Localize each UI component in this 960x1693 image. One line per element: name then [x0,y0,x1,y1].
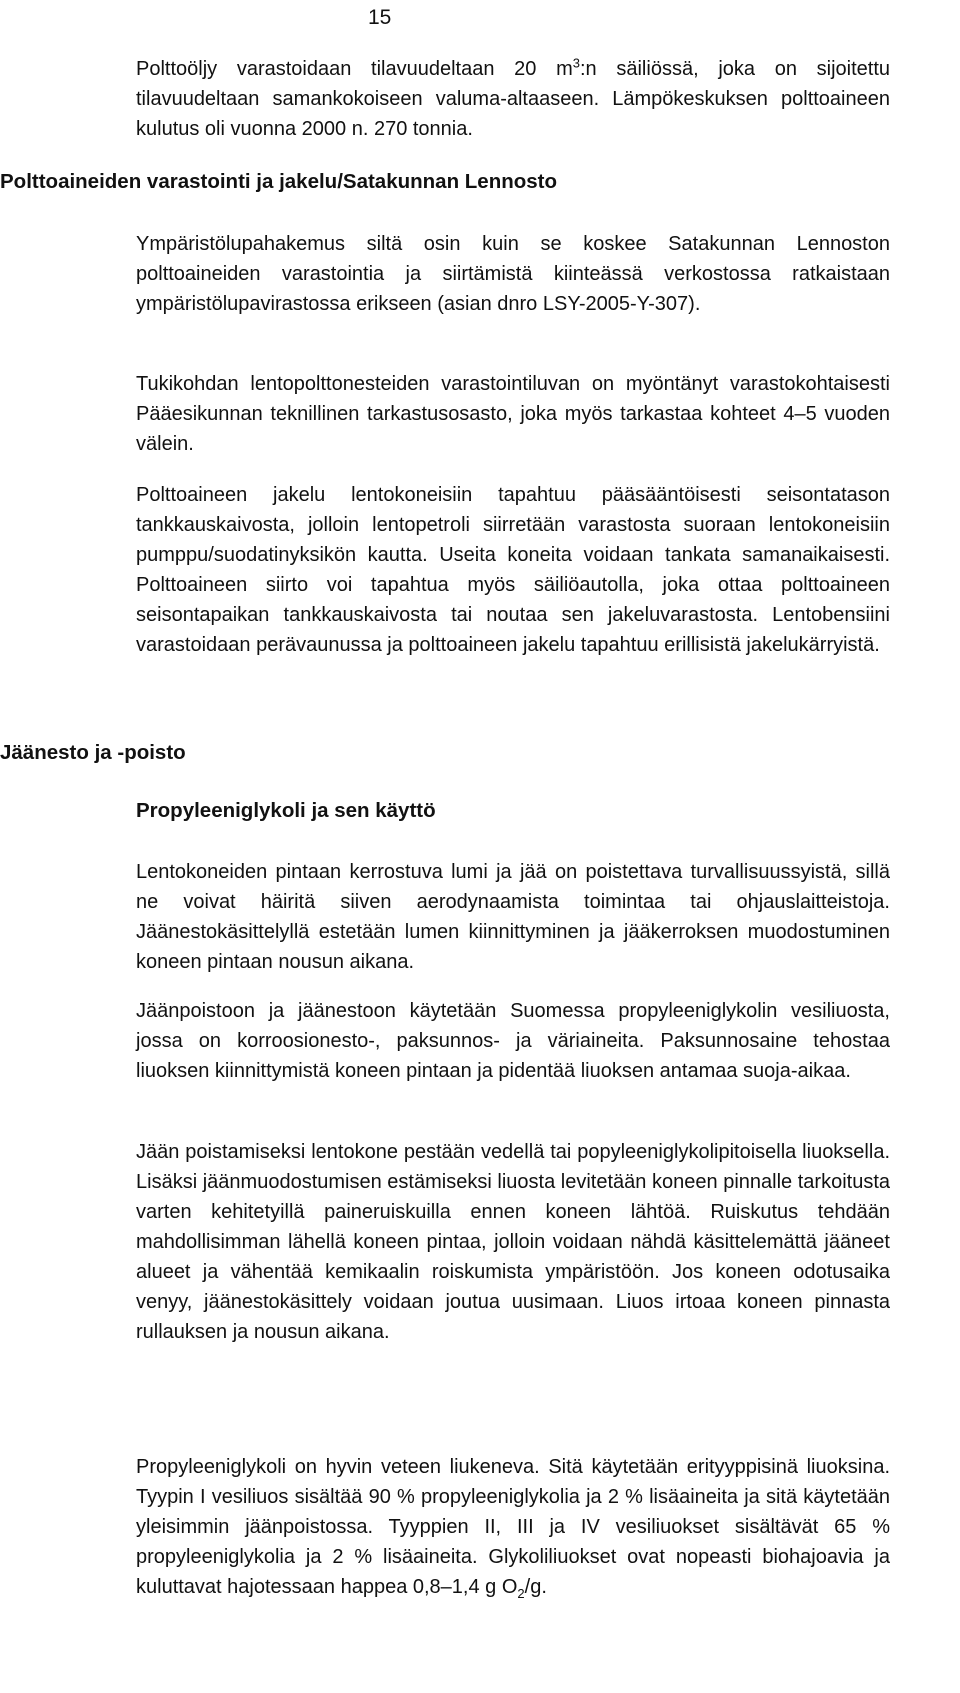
subsection-heading-propylene-glycol: Propyleeniglykoli ja sen käyttö [136,799,436,822]
paragraph-washing-and-spraying: Jään poistamiseksi lentokone pestään vedellä tai popyleeniglykolipitoisella liuoksella. Lisäksi jäänmuodostumisen estämiseksi liuosta levitetään koneen pinnalle tarkoitusta varten kehitetyillä paineruiskuilla ennen koneen lähtöä. Ruiskutus tehdään mahdollisimman lähellä koneen pintaa, jolloin voidaan nähdä käsittelemättä jääneet alueet ja vähentää kemikaalin roiskumista ympäristöön. Jos koneen odotusaika venyy, jäänestokäsittely voidaan joutua uusimaan. Liuos irtoaa koneen pinnasta rullauksen ja nousun aikana. [136,1141,890,1343]
paragraph-fuel-oil-storage [136,54,890,144]
paragraph-text: :n säiliössä, joka on sijoitettu tilavuudeltaan samankokoiseen valuma-altaaseen. Lämpökeskuksen polttoaineen kulutus oli vuonna 2000 n. 270 tonnia. [136,58,890,140]
paragraph-text: Polttoöljy varastoidaan tilavuudeltaan 20 m [136,58,573,80]
paragraph-text: Propyleeniglykoli on hyvin veteen liukeneva. Sitä käytetään erityyppisinä liuoksina. Tyypin I vesiliuos sisältää 90 % propyleeniglykolia ja 2 % lisäaineita ja sitä käytetään yleisimmin jäänpoistossa. Tyyppien II, III ja IV vesiliuokset sisältävät 65 % propyleeniglykolia ja 2 % lisäaineita. Glykoliliuokset ovat nopeasti biohajoavia ja kuluttavat hajotessaan happea 0,8–1,4 g O [136,1456,890,1598]
paragraph-snow-and-ice: Lentokoneiden pintaan kerrostuva lumi ja jää on poistettava turvallisuussyistä, sillä ne voivat häiritä siiven aerodynaamista toimintaa tai ohjauslaitteistoja. Jäänestokäsittelyllä estetään lumen kiinnittyminen ja jääkerroksen muodostuminen koneen pintaan nousun aikana. [136,861,890,973]
paragraph-solution-types [136,1452,890,1602]
superscript-cubic: 3 [572,55,580,71]
paragraph-deicing-solution: Jäänpoistoon ja jäänestoon käytetään Suomessa propyleeniglykolin vesiliuosta, jossa on korroosionesto-, paksunnos- ja väriaineita. Paksunnosaine tehostaa liuoksen kiinnittymistä koneen pintaan ja pidentää liuoksen antamaa suoja-aikaa. [136,1000,890,1082]
paragraph-environmental-permit: Ympäristölupahakemus siltä osin kuin se koskee Satakunnan Lennoston polttoaineiden varastointia ja siirtämistä kiinteässä verkostossa ratkaistaan ympäristölupavirastossa erikseen (asian dnro LSY-2005-Y-307). [136,233,890,315]
section-heading-deicing: Jäänesto ja -poisto [0,741,186,764]
paragraph-text: /g. [524,1576,547,1598]
section-heading-fuel-storage: Polttoaineiden varastointi ja jakelu/Satakunnan Lennosto [0,170,558,193]
paragraph-storage-permit: Tukikohdan lentopolttonesteiden varastointiluvan on myöntänyt varastokohtaisesti Pääesikunnan teknillinen tarkastusosasto, joka myös tarkastaa kohteet 4–5 vuoden välein. [136,373,890,455]
page-number: 15 [368,6,392,29]
paragraph-fuel-distribution: Polttoaineen jakelu lentokoneisiin tapahtuu pääsääntöisesti seisontatason tankkauskaivosta, jolloin lentopetroli siirretään varastosta suoraan lentokoneisiin pumppu/suodatinyksikön kautta. Useita koneita voidaan tankata samanaikaisesti. Polttoaineen siirto voi tapahtua myös säiliöautolla, joka ottaa polttoaineen seisontapaikan tankkauskaivosta tai noutaa sen jakeluvarastosta. Lentobensiini varastoidaan perävaunussa ja polttoaineen jakelu tapahtuu erillisistä jakelukärryistä. [136,484,890,656]
subscript-oxygen: 2 [517,1586,525,1601]
